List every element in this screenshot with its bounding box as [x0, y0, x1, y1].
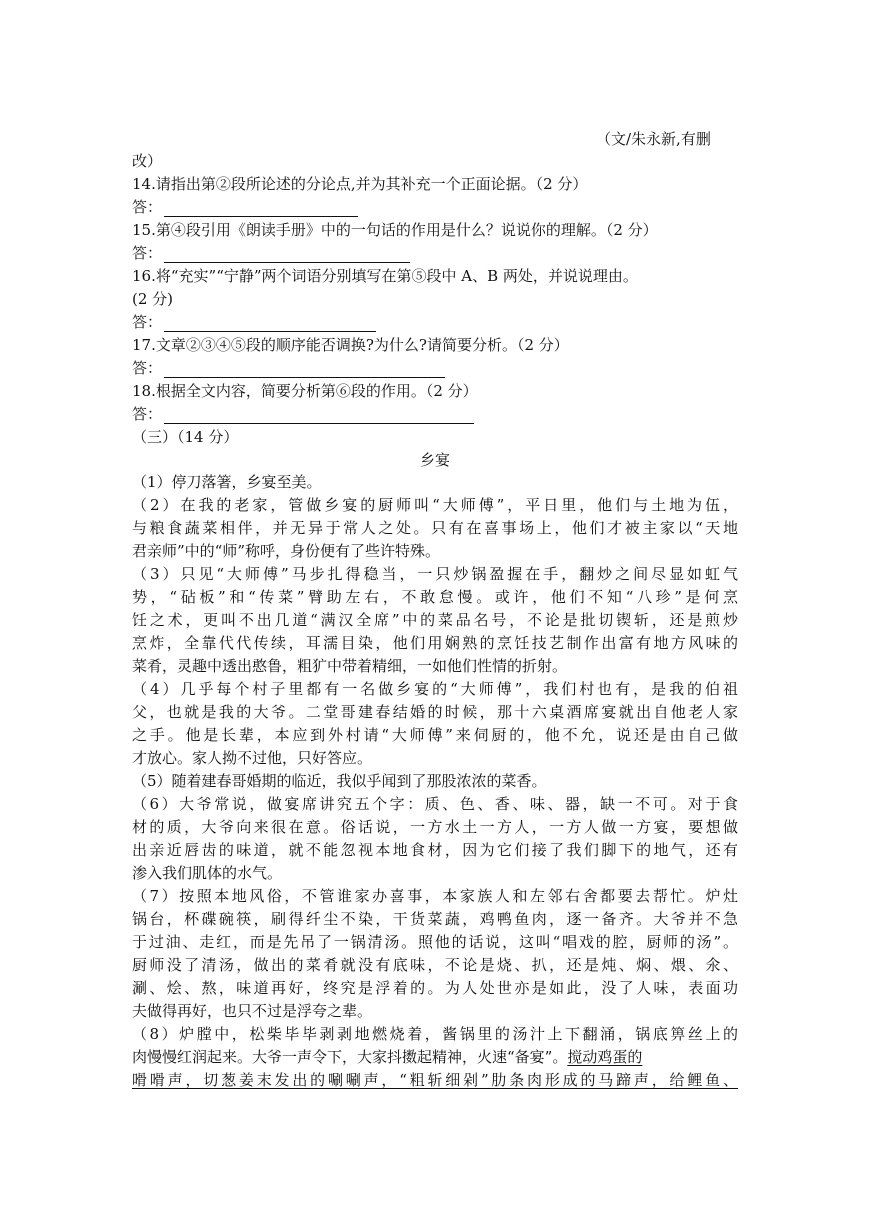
paragraph-7-line: 于过油、走红，而是先吊了一锅清汤。照他的话说，这叫“唱戏的腔，厨师的汤”。 — [132, 933, 738, 951]
paragraph-7-line: 涮、烩、熬，味道再好，终究是浮着的。为人处世亦是如此，没了人味，表面功 — [132, 979, 738, 997]
paragraph-3-line: 菜肴，灵趣中透出憨鲁，粗犷中带着精细，一如他们性情的折射。 — [132, 657, 568, 675]
paragraph-5: （5）随着建春哥婚期的临近，我似乎闻到了那股浓浓的菜香。 — [132, 772, 547, 790]
paragraph-6-line: 材的质，大爷向来很在意。俗话说，一方水土一方人，一方人做一方宴，要想做 — [132, 818, 738, 836]
answer-label: 答： — [132, 313, 163, 331]
answer-row-15 — [132, 242, 738, 264]
paragraph-4-line: 父，也就是我的大爷。二堂哥建春结婚的时候，那十六桌酒席宴就出自他老人家 — [132, 703, 738, 721]
question-17: 17.文章②③④⑤段的顺序能否调换?为什么?请简要分析。（2 分） — [132, 336, 569, 354]
question-15: 15.第④段引用《朗读手册》中的一句话的作用是什么？说说你的理解。（2 分） — [132, 221, 658, 239]
paragraph-6-line: 出亲近唇齿的味道，就不能忽视本地食材，因为它们接了我们脚下的地气，还有 — [132, 841, 738, 859]
passage-title: 乡宴 — [419, 451, 450, 469]
paragraph-4-line: 之手。他是长辈，本应到外村请“大师傅”来伺厨的，他不允，说还是由自己做 — [132, 726, 738, 744]
question-18: 18.根据全文内容，简要分析第⑥段的作用。（2 分） — [132, 382, 478, 400]
paragraph-6-line: 渗入我们肌体的水气。 — [132, 864, 283, 882]
paragraph-6-line: （6）大爷常说，做宴席讲究五个字：质、色、香、味、器，缺一不可。对于食 — [132, 795, 738, 813]
paragraph-3-line: 烹炸，全靠代代传续，耳濡目染，他们用娴熟的烹饪技艺制作出富有地方风味的 — [132, 634, 738, 652]
underlined-text: 搅动鸡蛋的 — [567, 1048, 643, 1066]
answer-blank-15[interactable] — [164, 262, 410, 263]
paragraph-8-line — [132, 1046, 738, 1068]
answer-label: 答： — [132, 198, 163, 216]
paragraph-3-line: （3）只见“大师傅”马步扎得稳当，一只炒锅盈握在手，翻炒之间尽显如虹气 — [132, 565, 738, 583]
question-14: 14.请指出第②段所论述的分论点,并为其补充一个正面论据。（2 分） — [132, 175, 588, 193]
paragraph-7-line: 厨师没了清汤，做出的菜肴就没有底味，不论是烧、扒，还是炖、焖、煨、氽、 — [132, 956, 738, 974]
answer-blank-17[interactable] — [164, 377, 445, 378]
answer-label: 答： — [132, 244, 163, 262]
paragraph-7-line: 夫做得再好，也只不过是浮夸之辈。 — [132, 1002, 373, 1020]
paragraph-2-line: （2）在我的老家，管做乡宴的厨师叫“大师傅”，平日里，他们与土地为伍， — [132, 496, 738, 514]
paragraph-4-line: 才放心。家人拗不过他，只好答应。 — [132, 749, 373, 767]
paragraph-7-line: （7）按照本地风俗，不管谁家办喜事，本家族人和左邻右舍都要去帮忙。炉灶 — [132, 887, 738, 905]
answer-blank-14[interactable] — [164, 216, 358, 217]
paragraph-2-line: 君亲师”中的“师”称呼，身份便有了些许特殊。 — [132, 542, 441, 560]
source-note: （文/朱永新,有删 — [596, 130, 711, 148]
answer-row-17 — [132, 357, 738, 379]
question-16: 16.将“充实”“宁静”两个词语分别填写在第⑤段中 A、B 两处，并说说理由。 — [132, 267, 638, 285]
paragraph-2-line: 与粮食蔬菜相伴，并无异于常人之处。只有在喜事场上，他们才被主家以“天地 — [132, 519, 738, 537]
answer-blank-16[interactable] — [164, 331, 376, 332]
answer-blank-18[interactable] — [164, 423, 474, 424]
paragraph-3-line: 势，“砧板”和“传菜”臂助左右，不敢怠慢。或许，他们不知“八珍”是何烹 — [132, 588, 738, 606]
answer-row-16 — [132, 311, 738, 333]
answer-row-18 — [132, 403, 738, 425]
source-note-cont: 改） — [132, 152, 163, 170]
underlined-text-line: 嗗嗗声，切葱姜末发出的唰唰声，“粗斩细剁”肋条肉形成的马蹄声，给鲤鱼、 — [132, 1071, 738, 1089]
paragraph-3-line: 饪之术，更叫不出几道“满汉全席”中的菜品名号，不论是批切锲斩，还是煎炒 — [132, 611, 738, 629]
answer-label: 答： — [132, 359, 163, 377]
paragraph-1: （1）停刀落箸，乡宴至美。 — [132, 473, 322, 491]
section-label: （三）（14 分） — [132, 428, 239, 446]
paragraph-8-text: 肉慢慢红润起来。大爷一声令下，大家抖擞起精神，火速“备宴”。 — [132, 1048, 568, 1066]
answer-row-14 — [132, 196, 738, 218]
paragraph-8-line: （8）炉膛中，松柴毕毕剥剥地燃烧着，酱锅里的汤汁上下翻涌，锅底箅丝上的 — [132, 1025, 738, 1043]
question-16-cont: (2 分) — [132, 290, 174, 308]
paragraph-4-line: （4）几乎每个村子里都有一名做乡宴的“大师傅”，我们村也有，是我的伯祖 — [132, 680, 738, 698]
paragraph-7-line: 锅台，杯碟碗筷，刷得纤尘不染，干货菜蔬，鸡鸭鱼肉，逐一备齐。大爷并不急 — [132, 910, 738, 928]
answer-label: 答： — [132, 405, 163, 423]
